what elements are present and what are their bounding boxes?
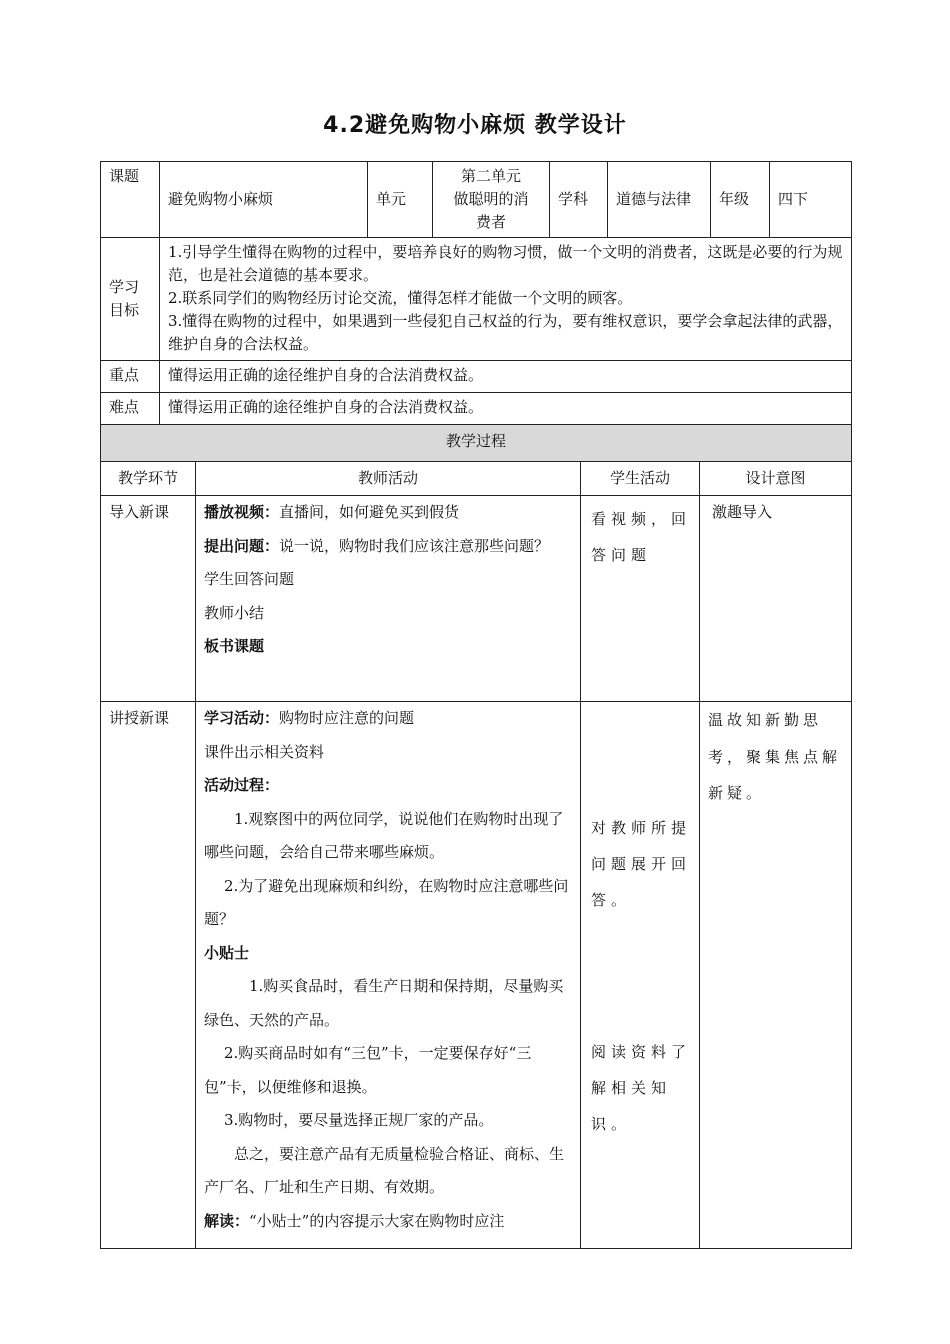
process-header: 教学过程 <box>101 425 852 462</box>
objective-item: 1.引导学生懂得在购物的过程中，要培养良好的购物习惯，做一个文明的消费者，这既是必要的行为规范，也是社会道德的基本要求。 <box>168 243 843 284</box>
teach-line: 课件出示相关资料 <box>204 742 325 761</box>
teach-design-intent <box>700 702 852 1249</box>
question-text: 说一说，购物时我们应该注意那些问题？ <box>279 536 550 555</box>
intro-line: 板书课题 <box>204 637 265 655</box>
unit-value-line: 做聪明的消 <box>453 190 529 208</box>
objectives-content <box>160 238 852 361</box>
process-label: 活动过程： <box>204 776 280 794</box>
intro-student-activity: 看视频，回答问题 <box>581 496 700 702</box>
tip-item: 3.购物时，要尽量选择正规厂家的产品。 <box>224 1111 494 1129</box>
objective-item: 2.联系同学们的购物经历讨论交流，懂得怎样才能做一个文明的顾客。 <box>168 289 633 307</box>
summary-text: 总之，要注意产品有无质量检验合格证、商标、生产厂名、厂址和生产日期、有效期。 <box>204 1144 565 1196</box>
column-header: 学生活动 <box>581 462 700 496</box>
design-text: 温故知新勤思考，聚集焦点解新疑。 <box>708 711 842 802</box>
interpret-text: “小贴士”的内容提示大家在购物时应注 <box>249 1211 505 1230</box>
key-point-label: 重点 <box>101 361 160 393</box>
objectives-label-line: 目标 <box>109 301 140 319</box>
intro-video-line <box>204 496 572 530</box>
unit-label: 单元 <box>368 162 433 238</box>
activity-text: 购物时应注意的问题 <box>279 709 415 727</box>
teach-student-activity <box>581 702 700 1249</box>
intro-stage: 导入新课 <box>101 496 196 702</box>
question-label: 提出问题： <box>204 536 280 555</box>
interpret-line <box>204 1205 572 1239</box>
column-header-row <box>101 462 852 496</box>
key-point-value: 懂得运用正确的途径维护自身的合法消费权益。 <box>160 361 852 393</box>
video-text: 直播间，如何避免买到假货 <box>279 503 460 521</box>
teach-activity-line <box>204 702 572 736</box>
activity-label: 学习活动： <box>204 709 280 727</box>
difficulty-value: 懂得运用正确的途径维护自身的合法消费权益。 <box>160 393 852 425</box>
info-table <box>100 161 852 425</box>
key-point-row <box>101 361 852 393</box>
tip-item: 1.购买食品时，看生产日期和保持期，尽量购买绿色、天然的产品。 <box>204 977 564 1029</box>
video-label: 播放视频： <box>204 503 280 521</box>
info-row <box>101 162 852 238</box>
interpret-label: 解读： <box>204 1211 250 1230</box>
grade-label: 年级 <box>711 162 770 238</box>
subject-value: 道德与法律 <box>608 162 711 238</box>
unit-value-line: 第二单元 <box>460 167 521 185</box>
student-reading: 阅读资料了解相关知识。 <box>591 1043 692 1133</box>
question-item: 1.观察图中的两位同学，说说他们在购物时出现了哪些问题，会给自己带来哪些麻烦。 <box>204 809 564 861</box>
student-response: 对教师所提问题展开回答。 <box>591 819 692 909</box>
objectives-label-line: 学习 <box>109 278 140 296</box>
teach-stage: 讲授新课 <box>101 702 196 1249</box>
difficulty-row <box>101 393 852 425</box>
tips-label: 小贴士 <box>204 943 250 962</box>
intro-teacher-activity <box>196 496 581 702</box>
intro-line: 学生回答问题 <box>204 570 295 588</box>
teach-teacher-activity <box>196 702 581 1249</box>
teach-row <box>101 702 852 1249</box>
intro-question-line <box>204 530 572 564</box>
column-header: 设计意图 <box>700 462 852 496</box>
objective-item: 3.懂得在购物的过程中，如果遇到一些侵犯自己权益的行为，要有维权意识，要学会拿起法律的武器，维护自身的合法权益。 <box>168 312 843 353</box>
topic-value: 避免购物小麻烦 <box>160 162 368 238</box>
column-header: 教师活动 <box>196 462 581 496</box>
intro-row <box>101 496 852 702</box>
subject-label: 学科 <box>550 162 608 238</box>
topic-label: 课题 <box>101 162 160 238</box>
grade-value: 四下 <box>770 162 852 238</box>
column-header: 教学环节 <box>101 462 196 496</box>
intro-line: 教师小结 <box>204 603 265 622</box>
process-header-row <box>101 425 852 462</box>
difficulty-label: 难点 <box>101 393 160 425</box>
objectives-row <box>101 238 852 361</box>
intro-design-intent: 激趣导入 <box>700 496 852 702</box>
objectives-label <box>101 238 160 361</box>
unit-value-line: 费者 <box>475 213 506 231</box>
page-title: 4.2避免购物小麻烦 教学设计 <box>323 113 627 138</box>
question-item: 2.为了避免出现麻烦和纠纷，在购物时应注意哪些问题？ <box>204 876 569 928</box>
process-table <box>100 424 852 1249</box>
unit-value <box>433 162 550 238</box>
tip-item: 2.购买商品时如有“三包”卡，一定要保存好“三包”卡，以便维修和退换。 <box>204 1044 532 1096</box>
